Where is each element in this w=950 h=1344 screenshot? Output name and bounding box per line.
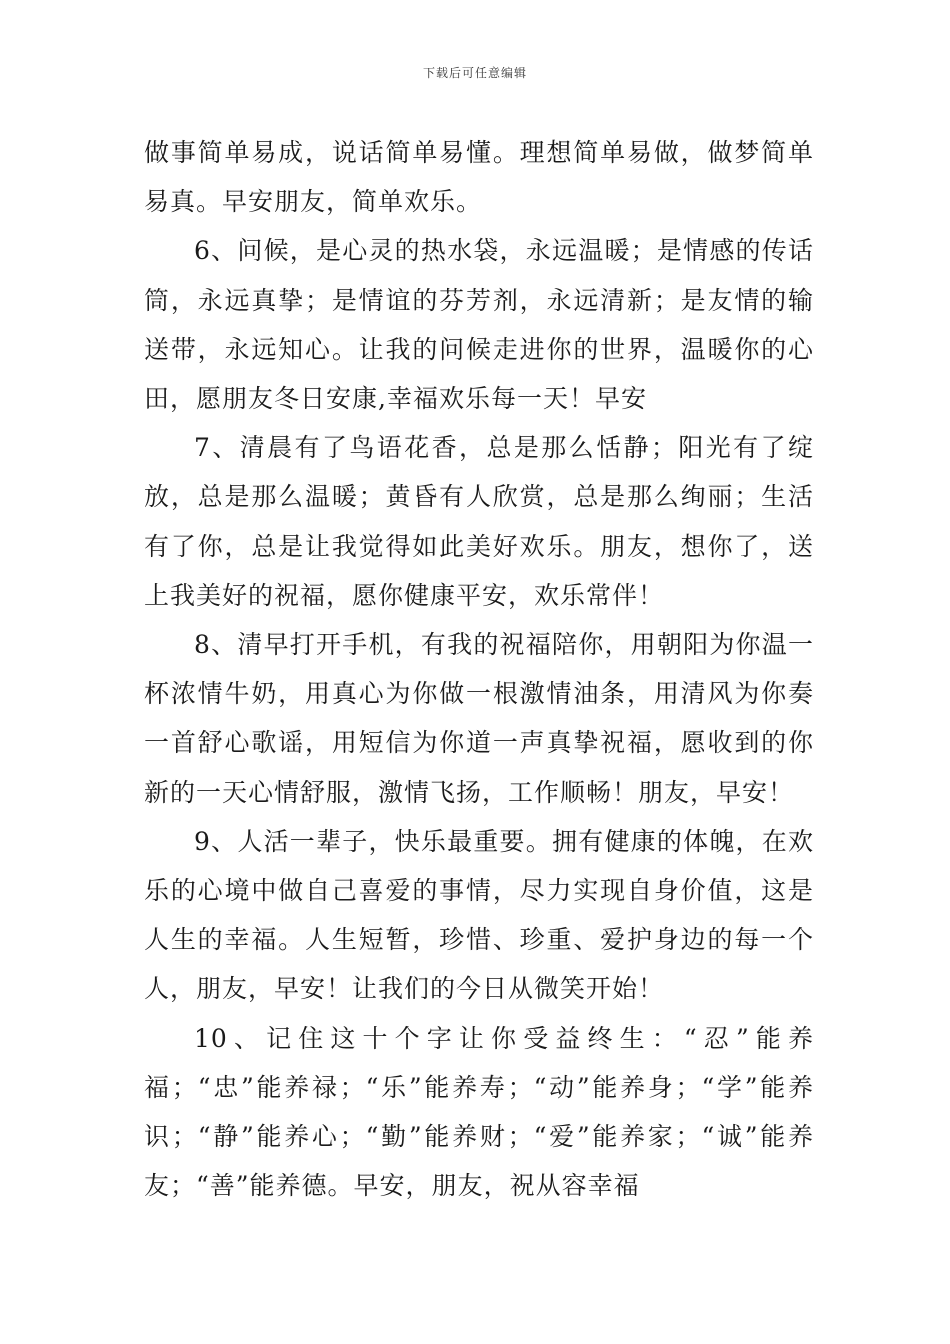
paragraph-item-8: 8、清早打开手机，有我的祝福陪你，用朝阳为你温一杯浓情牛奶，用真心为你做一根激情油条，用清风为你奏一首舒心歌谣，用短信为你道一声真挚祝福，愿收到的你新的一天心情舒服，激情飞扬，工作顺畅！朋友，早安！	[144, 630, 814, 807]
paragraph-intro: 做事简单易成，说话简单易懂。理想简单易做，做梦简单易真。早安朋友，简单欢乐。	[144, 138, 814, 217]
paragraph-item-10: 10、记住这十个字让你受益终生：“忍”能养福；“忠”能养禄；“乐”能养寿；“动”能养身；“学”能养识；“静”能养心；“勤”能养财；“爱”能养家；“诚”能养友；“善”能养德。早安，朋友，祝从容幸福	[144, 1023, 814, 1201]
paragraph-item-6: 6、问候，是心灵的热水袋，永远温暖；是情感的传话筒，永远真挚；是情谊的芬芳剂，永远清新；是友情的输送带，永远知心。让我的问候走进你的世界，温暖你的心田，愿朋友冬日安康,幸福欢乐每一天！早安	[144, 236, 814, 414]
paragraph-item-7: 7、清晨有了鸟语花香，总是那么恬静；阳光有了绽放，总是那么温暖；黄昏有人欣赏，总是那么绚丽；生活有了你，总是让我觉得如此美好欢乐。朋友，想你了，送上我美好的祝福，愿你健康平安，欢乐常伴！	[144, 433, 814, 610]
paragraph-item-9: 9、人活一辈子，快乐最重要。拥有健康的体魄，在欢乐的心境中做自己喜爱的事情，尽力实现自身价值，这是人生的幸福。人生短暂，珍惜、珍重、爱护身边的每一个人，朋友，早安！让我们的今日从微笑开始！	[144, 826, 814, 1004]
document-body	[144, 128, 814, 1210]
page-header: 下载后可任意编辑	[422, 66, 527, 80]
